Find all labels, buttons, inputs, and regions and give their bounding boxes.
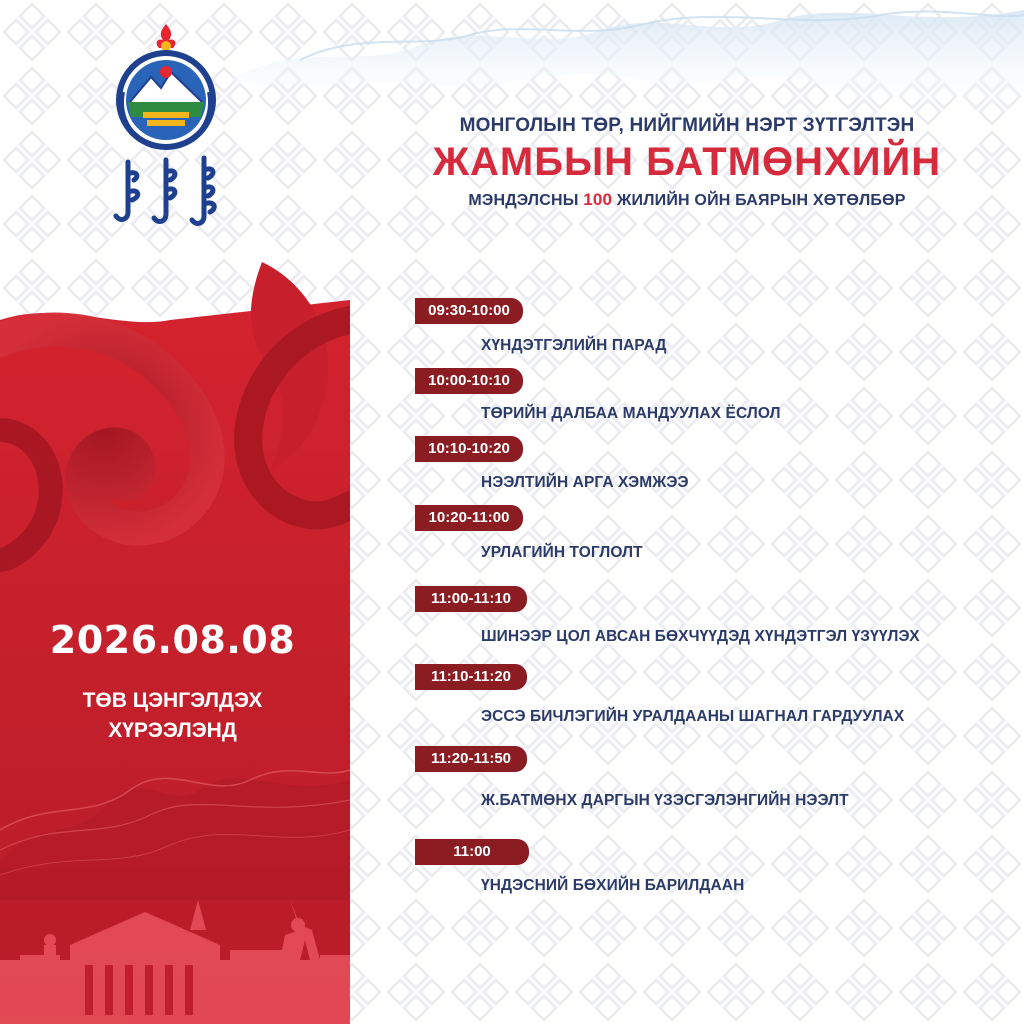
schedule-title: УРЛАГИЙН ТОГЛОЛТ	[481, 544, 643, 561]
time-badge: 10:00-10:10	[415, 368, 523, 394]
schedule-title: ХҮНДЭТГЭЛИЙН ПАРАД	[481, 337, 667, 354]
event-location	[0, 686, 345, 746]
time-badge: 11:20-11:50	[415, 746, 527, 772]
time-badge: 11:00	[415, 839, 529, 865]
time-badge: 11:10-11:20	[415, 664, 527, 690]
schedule-title: ШИНЭЭР ЦОЛ АВСАН БӨХЧҮҮДЭД ХҮНДЭТГЭЛ ҮЗҮҮЛЭХ	[481, 628, 920, 645]
province-emblem-icon	[113, 22, 219, 152]
schedule-title: ЭССЭ БИЧЛЭГИЙН УРАЛДААНЫ ШАГНАЛ ГАРДУУЛАХ	[481, 708, 905, 725]
time-badge: 11:00-11:10	[415, 586, 527, 612]
event-location-line1: ТӨВ ЦЭНГЭЛДЭХ	[82, 689, 263, 712]
mongol-script-logo	[106, 152, 236, 232]
event-location-line2: ХҮРЭЭЛЭНД	[108, 719, 237, 742]
event-date: 2026.08.08	[49, 618, 296, 662]
schedule-title: ҮНДЭСНИЙ БӨХИЙН БАРИЛДААН	[481, 877, 745, 894]
time-badge: 10:20-11:00	[415, 505, 523, 531]
time-badge: 09:30-10:00	[415, 298, 523, 324]
title-program-before: МЭНДЭЛСНЫ	[468, 192, 584, 209]
time-badge: 10:10-10:20	[415, 436, 523, 462]
schedule-title: НЭЭЛТИЙН АРГА ХЭМЖЭЭ	[481, 474, 689, 491]
title-program	[350, 190, 1024, 210]
title-name: ЖАМБЫН БАТМӨНХИЙН	[432, 140, 942, 184]
title-program-after: ЖИЛИЙН ОЙН БАЯРЫН ХӨТӨЛБӨР	[612, 192, 906, 209]
schedule-title: Ж.БАТМӨНХ ДАРГЫН ҮЗЭСГЭЛЭНГИЙН НЭЭЛТ	[481, 792, 849, 809]
schedule-title: ТӨРИЙН ДАЛБАА МАНДУУЛАХ ЁСЛОЛ	[481, 405, 781, 422]
title-subheading: МОНГОЛЫН ТӨР, НИЙГМИЙН НЭРТ ЗҮТГЭЛТЭН	[459, 115, 915, 136]
title-program-number: 100	[583, 190, 613, 209]
